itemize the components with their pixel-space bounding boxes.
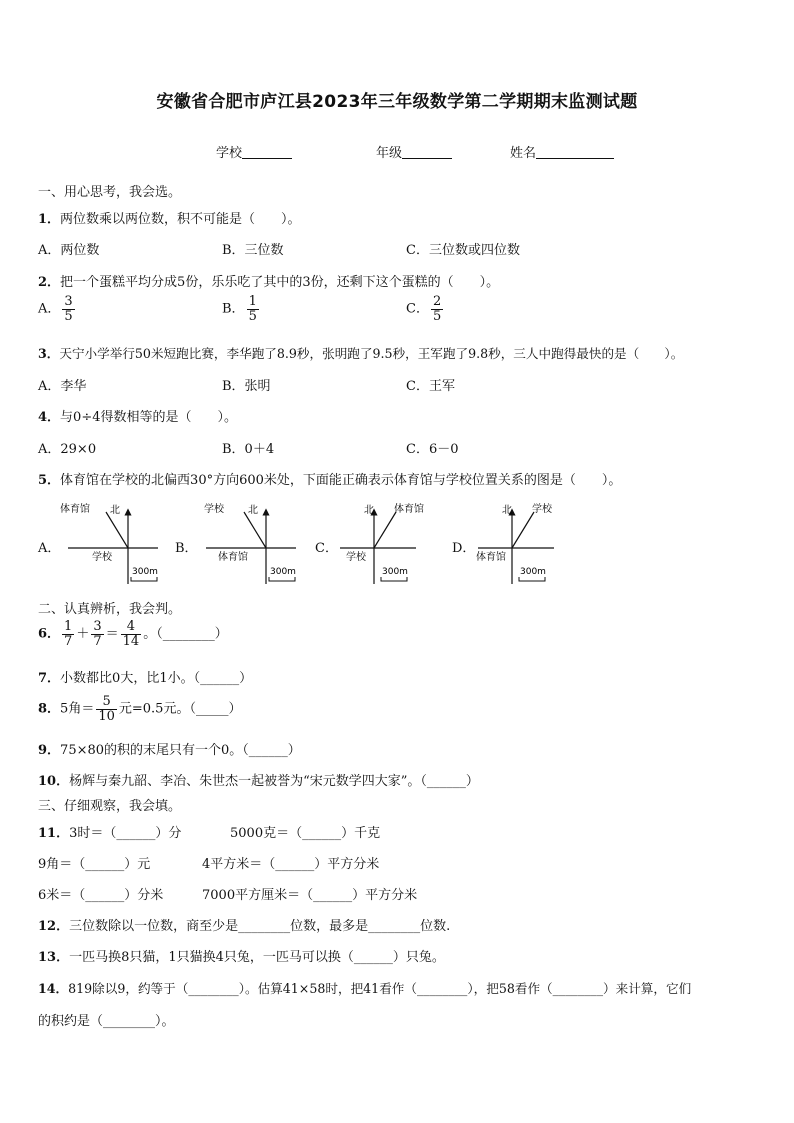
q1-option-a[interactable]: A．两位数 <box>38 243 100 258</box>
gym-label: 体育馆 <box>476 552 506 563</box>
q4-option-c[interactable]: C．6－0 <box>406 442 459 457</box>
question-number: 1． <box>38 212 61 227</box>
question-text: 一匹马换8只猫，1只猫换4只兔，一匹马可以换（______）只兔。 <box>69 950 445 965</box>
question-text: 天宁小学举行50米短跑比赛，李华跑了8.9秒，张明跑了9.5秒，王军跑了9.8秒，三人中跑得最快的是（ ）。 <box>59 346 684 361</box>
fraction <box>96 695 117 723</box>
question-14 <box>38 978 691 997</box>
school-label: 学校 <box>532 504 552 515</box>
compass-diagram-d <box>474 500 586 588</box>
q5-option-c[interactable]: C． <box>315 541 338 556</box>
gym-label: 体育馆 <box>60 504 90 515</box>
numerator: 3 <box>93 619 102 634</box>
section-3-heading: 三、仔细观察，我会填。 <box>38 799 182 814</box>
scale-bar <box>131 577 157 581</box>
question-number: 8． <box>38 701 61 717</box>
q2-option-a[interactable] <box>38 295 77 323</box>
q2-option-c[interactable] <box>406 295 445 323</box>
denominator: 5 <box>248 308 257 324</box>
fraction <box>62 620 74 648</box>
denominator: 10 <box>98 708 115 724</box>
gym-label: 体育馆 <box>218 552 248 563</box>
school-field <box>216 142 292 161</box>
q4-option-a[interactable]: A．29×0 <box>38 442 97 457</box>
fraction <box>247 295 259 323</box>
school-label: 学校 <box>346 552 366 563</box>
q1-option-b[interactable]: B．三位数 <box>222 243 284 258</box>
question-number: 14． <box>38 981 69 996</box>
option-label: A． <box>38 301 61 317</box>
q3-option-b[interactable]: B．张明 <box>222 379 271 394</box>
q3-option-a[interactable]: A．李华 <box>38 379 87 394</box>
scale-label: 300m <box>382 567 408 577</box>
name-field <box>510 142 614 161</box>
question-text: 元=0.5元。（_____） <box>118 701 242 717</box>
option-label: C． <box>406 301 429 317</box>
north-label: 北 <box>502 505 512 516</box>
question-number: 7． <box>38 671 61 686</box>
question-text: 杨辉与秦九韶、李冶、朱世杰一起被誉为“宋元数学四大家”。（______） <box>69 774 479 789</box>
scale-bar <box>269 577 295 581</box>
grade-label: 年级 <box>376 146 403 161</box>
section-1-heading: 一、用心思考，我会选。 <box>38 185 182 200</box>
question-text: 5角＝ <box>60 701 95 717</box>
question-text: 819除以9，约等于（________）。估算41×58时，把41看作（________），把58看作（________）来计算，它们 <box>68 981 692 996</box>
question-3 <box>38 343 683 362</box>
question-text: 75×80的积的末尾只有一个0。（______） <box>60 743 301 758</box>
question-number: 12． <box>38 919 70 934</box>
question-number: 4． <box>38 410 61 425</box>
numerator: 2 <box>432 294 442 309</box>
numerator: 4 <box>126 619 136 634</box>
answer-blank[interactable]: 。（________） <box>143 626 228 642</box>
q5-option-a[interactable]: A． <box>38 541 61 556</box>
fraction <box>62 295 74 323</box>
question-text: 把一个蛋糕平均分成5份，乐乐吃了其中的3份，还剩下这个蛋糕的（ ）。 <box>60 275 500 290</box>
scale-label: 300m <box>270 567 296 577</box>
question-7 <box>38 667 252 686</box>
question-5 <box>38 469 621 488</box>
section-2-heading: 二、认真辨析，我会判。 <box>38 602 182 617</box>
school-label: 学校 <box>204 504 224 515</box>
numerator: 3 <box>64 294 73 309</box>
denominator: 5 <box>64 308 73 324</box>
direction-line <box>374 512 396 548</box>
q5-option-b[interactable]: B． <box>175 541 198 556</box>
grade-field <box>376 142 452 161</box>
scale-bar <box>381 577 407 581</box>
numerator: 1 <box>64 619 73 634</box>
question-11-row-2: 9角＝（______）元 <box>38 857 151 872</box>
name-blank[interactable] <box>536 144 614 159</box>
question-text: 3时＝（______）分 <box>69 826 182 841</box>
question-text: 体育馆在学校的北偏西30°方向600米处，下面能正确表示体育馆与学校位置关系的图是（ ）。 <box>60 473 622 488</box>
numerator: 5 <box>102 694 111 709</box>
page-title: 安徽省合肥市庐江县2023年三年级数学第二学期期末监测试题 <box>156 92 638 112</box>
question-text: 与0÷4得数相等的是（ ）。 <box>60 410 237 425</box>
question-text: 小数都比0大，比1小。（______） <box>60 671 253 686</box>
scale-label: 300m <box>132 567 158 577</box>
compass-diagram-b <box>196 500 308 588</box>
numerator: 1 <box>248 294 257 309</box>
question-6 <box>38 620 228 648</box>
question-number: 5． <box>38 473 61 488</box>
denominator: 5 <box>432 308 442 324</box>
north-label: 北 <box>110 505 120 516</box>
gym-label: 体育馆 <box>394 504 424 515</box>
question-number: 6． <box>38 626 61 642</box>
compass-diagram-a <box>58 500 170 588</box>
denominator: 7 <box>64 633 73 649</box>
fraction <box>431 295 443 323</box>
question-11-row-1 <box>38 822 181 841</box>
q1-option-c[interactable]: C．三位数或四位数 <box>406 243 520 258</box>
question-9 <box>38 739 301 758</box>
question-11-item: 5000克＝（______）千克 <box>230 826 381 841</box>
question-1 <box>38 208 301 227</box>
question-10 <box>38 770 479 789</box>
question-number: 2． <box>38 275 61 290</box>
q2-option-b[interactable] <box>222 295 261 323</box>
question-number: 9． <box>38 743 61 758</box>
compass-diagram-c <box>336 500 448 588</box>
q3-option-c[interactable]: C．王军 <box>406 379 455 394</box>
question-11-row-3: 6米＝（______）分米 <box>38 888 164 903</box>
name-label: 姓名 <box>510 146 537 161</box>
question-number: 3． <box>38 346 60 361</box>
question-11-item: 4平方米＝（______）平方分米 <box>202 857 380 872</box>
question-12 <box>38 915 450 934</box>
fraction <box>121 620 142 648</box>
fraction <box>91 620 103 648</box>
scale-bar <box>519 577 545 581</box>
q5-option-d[interactable]: D． <box>452 541 476 556</box>
school-label: 学校 <box>216 146 243 161</box>
question-13 <box>38 946 445 965</box>
direction-line <box>512 512 534 548</box>
question-14-continued: 的积约是（________）。 <box>38 1014 175 1029</box>
direction-line <box>106 512 128 548</box>
north-label: 北 <box>248 505 258 516</box>
school-blank[interactable] <box>242 144 292 159</box>
direction-line <box>244 512 266 548</box>
question-2 <box>38 271 499 290</box>
option-label: B． <box>222 301 245 317</box>
scale-label: 300m <box>520 567 546 577</box>
question-text: 三位数除以一位数，商至少是________位数，最多是________位数. <box>69 919 451 934</box>
question-number: 13． <box>38 950 70 965</box>
north-label: 北 <box>364 505 374 516</box>
question-11-item: 7000平方厘米＝（______）平方分米 <box>202 888 418 903</box>
question-8 <box>38 695 241 723</box>
school-label: 学校 <box>92 552 112 563</box>
plus-sign: ＋ <box>76 626 90 642</box>
question-4 <box>38 406 237 425</box>
equals-sign: ＝ <box>105 626 119 642</box>
denominator: 14 <box>122 633 140 649</box>
q4-option-b[interactable]: B．0＋4 <box>222 442 275 457</box>
denominator: 7 <box>93 633 102 649</box>
question-number: 10． <box>38 774 70 789</box>
question-text: 两位数乘以两位数，积不可能是（ ）。 <box>60 212 301 227</box>
grade-blank[interactable] <box>402 144 452 159</box>
question-number: 11． <box>38 826 70 841</box>
